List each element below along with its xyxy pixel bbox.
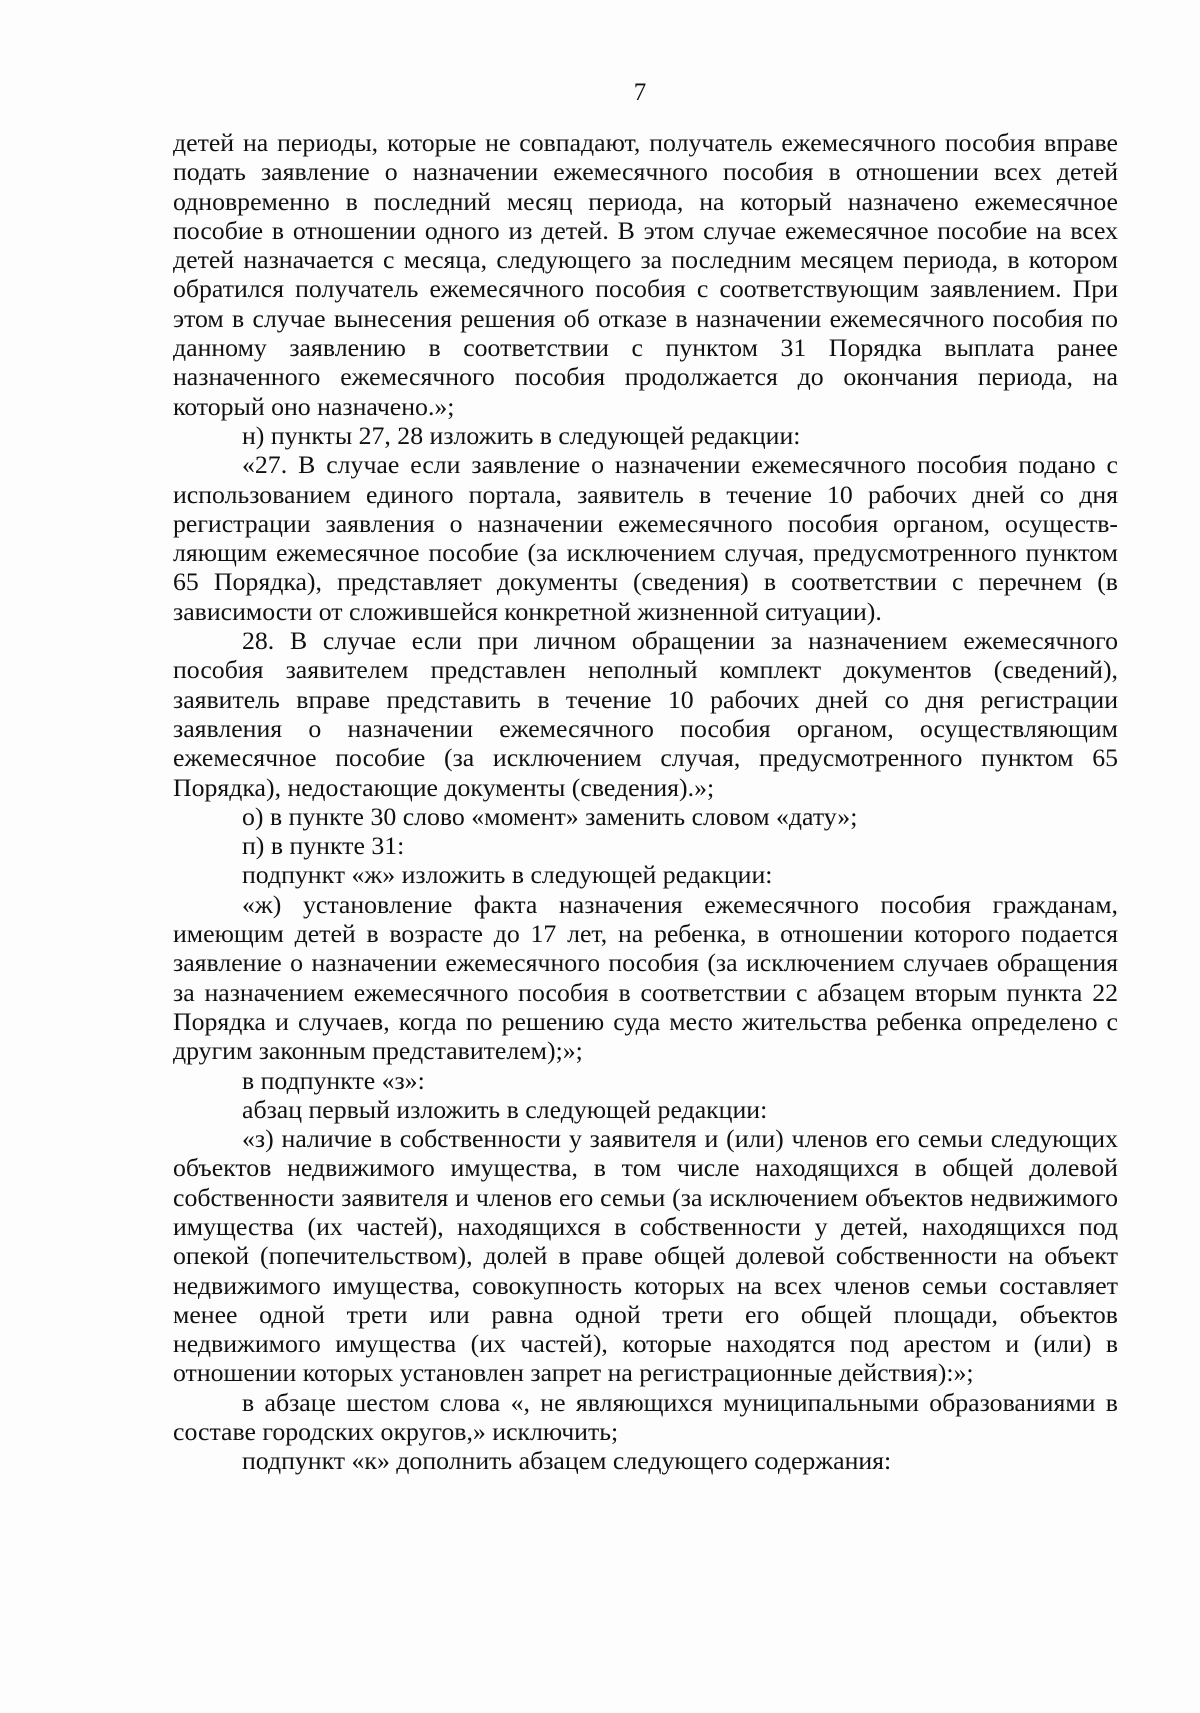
paragraph-first-abzac-intro: абзац первый изложить в следующей редакции: bbox=[242, 1094, 768, 1124]
paragraph-item-p: п) в пункте 31: bbox=[242, 831, 405, 861]
paragraph-continuation: детей на периоды, которые не совпадают, получатель ежемесячного пособия вправе подать заявление о назначении ежемесячного пособия в отношении всех детей одновременно в последний месяц периода, на который назначено ежемесячное пособие в отношении одного из детей. В этом случае ежемесячное пособие на всех детей назначается с месяца, следующего за последним месяцем периода, в котором обратился получатель ежемесячного пособия с соответствующим заявлением. При этом в случае вынесения решения об отказе в назначении ежемесячного пособия по данному заявлению в соответствии с пунктом 31 Порядка выплата ранее назначенного ежемесячного пособия продолжается до окончания периода, на который оно назначено.»; bbox=[173, 128, 1118, 421]
paragraph-subitem-k-intro: подпункт «к» дополнить абзацем следующего содержания: bbox=[242, 1446, 892, 1476]
paragraph-subitem-zh-text: «ж) установление факта назначения ежемесячного пособия гражданам, имеющим детей в возрасте до 17 лет, на ребенка, в отношении которого подается заявление о назначении ежемесячного пособия (за исключением случаев обращения за назначением ежемесячного пособия в соответствии с абзацем вторым пункта 22 Порядка и случаев, когда по решению суда место жительства ребенка определено с другим законным представителем);»; bbox=[173, 889, 1118, 1066]
paragraph-item-n: н) пункты 27, 28 изложить в следующей редакции: bbox=[242, 420, 801, 450]
paragraph-subitem-zh-intro: подпункт «ж» изложить в следующей редакции: bbox=[242, 860, 773, 890]
paragraph-item-o: о) в пункте 30 слово «момент» заменить словом «дату»; bbox=[242, 801, 858, 831]
paragraph-point-28: 28. В случае если при личном обращении за назначением ежемесячного пособия заявителем представлен неполный комплект документов (сведений), заявитель вправе представить в течение 10 рабочих дней со дня регистрации заявления о назначении ежемесячного пособия органом, осуществляющим ежемесячное пособие (за исключением случая, предусмотренного пунктом 65 Порядка), недостающие документы (сведения).»; bbox=[173, 626, 1118, 802]
document-body bbox=[173, 128, 1118, 1476]
paragraph-subitem-z-intro: в подпункте «з»: bbox=[242, 1065, 425, 1095]
paragraph-sixth-abzac: в абзаце шестом слова «, не являющихся муниципальными образованиями в составе городских округов,» исключить; bbox=[173, 1387, 1118, 1447]
paragraph-subitem-z-text: «з) наличие в собственности у заявителя и (или) членов его семьи следующих объектов недвижимого имущества, в том числе находящихся в общей долевой собственности заявителя и членов его семьи (за исключением объектов недвижимого имущества (их частей), находящихся в собственности у детей, находящихся под опекой (попечительством), долей в праве общей долевой собственности на объект недвижимого имущества, совокупность которых на всех членов семьи составляет менее одной трети или равна одной трети его общей площади, объектов недвижимого имущества (их частей), которые находятся под арестом и (или) в отношении которых установлен запрет на регистрационные действия):»; bbox=[173, 1124, 1118, 1388]
page-number: 7 bbox=[633, 79, 647, 106]
paragraph-point-27: «27. В случае если заявление о назначении ежемесячного пособия подано с использованием единого портала, заявитель в течение 10 рабочих дней со дня регистрации заявления о назначении ежемесячного пособия органом, осуществляющим ежемесячное пособие (за исключением случая, предусмотренного пунктом 65 Порядка), представляет документы (сведения) в соответствии с перечнем (в зависимости от сложившейся конкретной жизненной ситуации). bbox=[173, 450, 1118, 626]
